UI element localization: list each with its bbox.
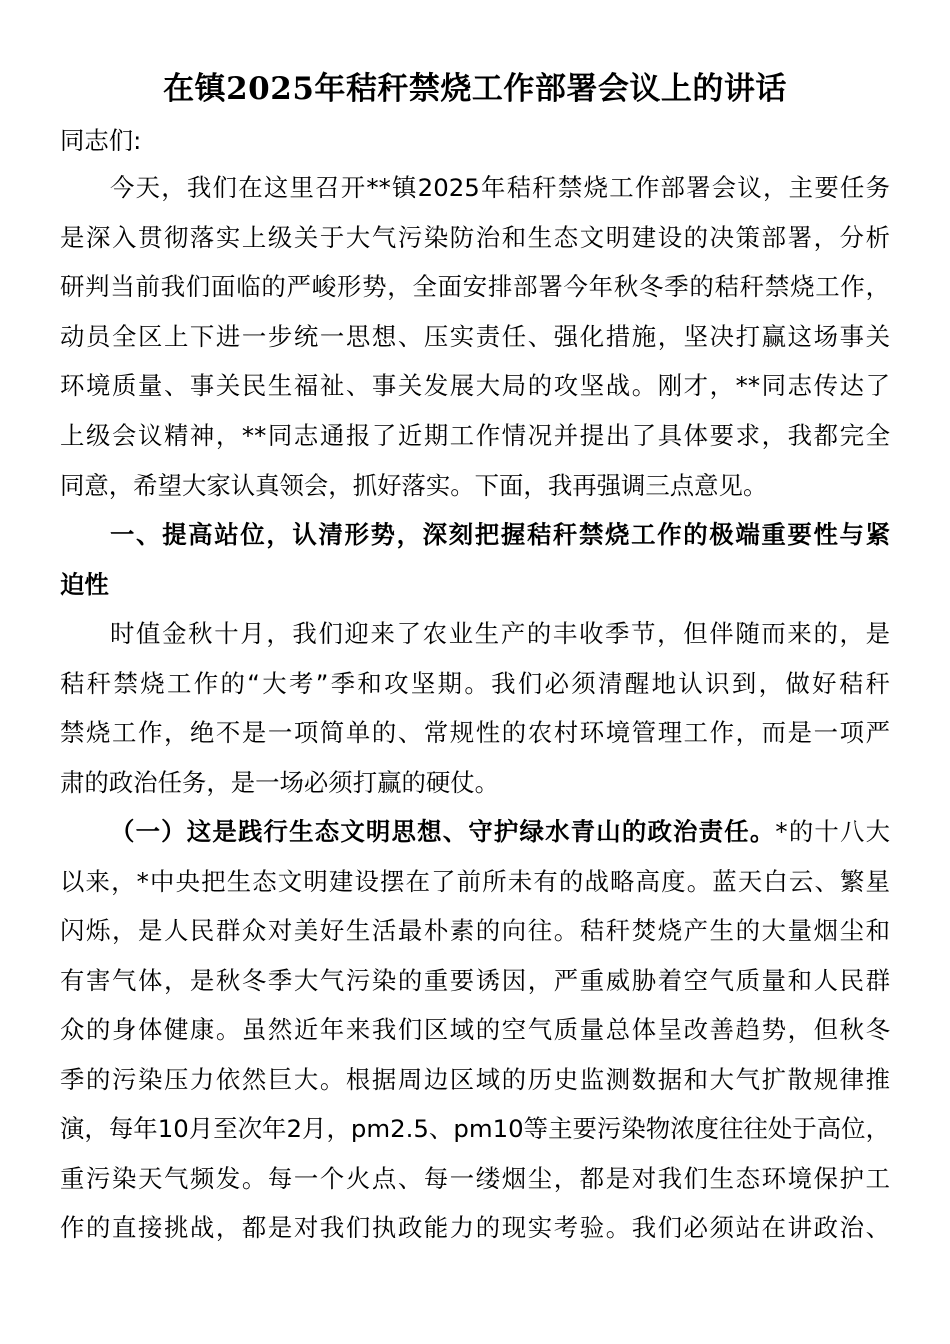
document-title: 在镇2025年秸秆禁烧工作部署会议上的讲话 xyxy=(163,71,787,107)
paragraph-line: 是深入贯彻落实上级关于大气污染防治和生态文明建设的决策部署，分析 xyxy=(60,223,890,252)
paragraph-line: 动员全区上下进一步统一思想、压实责任、强化措施，坚决打赢这场事关 xyxy=(60,322,890,351)
paragraph-line: 上级会议精神，**同志通报了近期工作情况并提出了具体要求，我都完全 xyxy=(60,421,890,450)
paragraph-line: 有害气体，是秋冬季大气污染的重要诱因，严重威胁着空气质量和人民群 xyxy=(60,966,890,995)
paragraph-line: 季的污染压力依然巨大。根据周边区域的历史监测数据和大气扩散规律推 xyxy=(60,1065,890,1094)
paragraph-line: 演，每年10月至次年2月，pm2.5、pm10等主要污染物浓度往往处于高位， xyxy=(60,1114,890,1143)
paragraph-line: 以来，*中央把生态文明建设摆在了前所未有的战略高度。蓝天白云、繁星 xyxy=(60,867,890,896)
paragraph-line: 研判当前我们面临的严峻形势，全面安排部署今年秋冬季的秸秆禁烧工作， xyxy=(60,272,890,301)
subsection-heading: （一）这是践行生态文明思想、守护绿水青山的政治责任。 xyxy=(110,817,776,846)
paragraph-line: 今天，我们在这里召开**镇2025年秸秆禁烧工作部署会议，主要任务 xyxy=(110,173,890,202)
paragraph-line: 环境质量、事关民生福祉、事关发展大局的攻坚战。刚才，**同志传达了 xyxy=(60,371,890,400)
paragraph-line: 重污染天气频发。每一个火点、每一缕烟尘，都是对我们生态环境保护工 xyxy=(60,1164,890,1193)
paragraph-line: 众的身体健康。虽然近年来我们区域的空气质量总体呈改善趋势，但秋冬 xyxy=(60,1015,890,1044)
paragraph-line: 同意，希望大家认真领会，抓好落实。下面，我再强调三点意见。 xyxy=(60,471,768,500)
section-heading: 一、提高站位，认清形势，深刻把握秸秆禁烧工作的极端重要性与紧 xyxy=(110,520,890,549)
paragraph-line: 秸秆禁烧工作的“大考”季和攻坚期。我们必须清醒地认识到，做好秸秆 xyxy=(60,669,890,698)
paragraph-line: 禁烧工作，绝不是一项简单的、常规性的农村环境管理工作，而是一项严 xyxy=(60,718,890,747)
section-heading: 迫性 xyxy=(60,570,109,599)
paragraph-line: 时值金秋十月，我们迎来了农业生产的丰收季节，但伴随而来的，是 xyxy=(110,619,890,648)
paragraph-line xyxy=(110,807,890,857)
salutation: 同志们: xyxy=(60,126,142,155)
paragraph-text: *的十八大 xyxy=(775,817,890,846)
paragraph-line: 作的直接挑战，都是对我们执政能力的现实考验。我们必须站在讲政治、 xyxy=(60,1213,890,1242)
paragraph-line: 肃的政治任务，是一场必须打赢的硬仗。 xyxy=(60,768,500,797)
paragraph-line: 闪烁，是人民群众对美好生活最朴素的向往。秸秆焚烧产生的大量烟尘和 xyxy=(60,916,890,945)
